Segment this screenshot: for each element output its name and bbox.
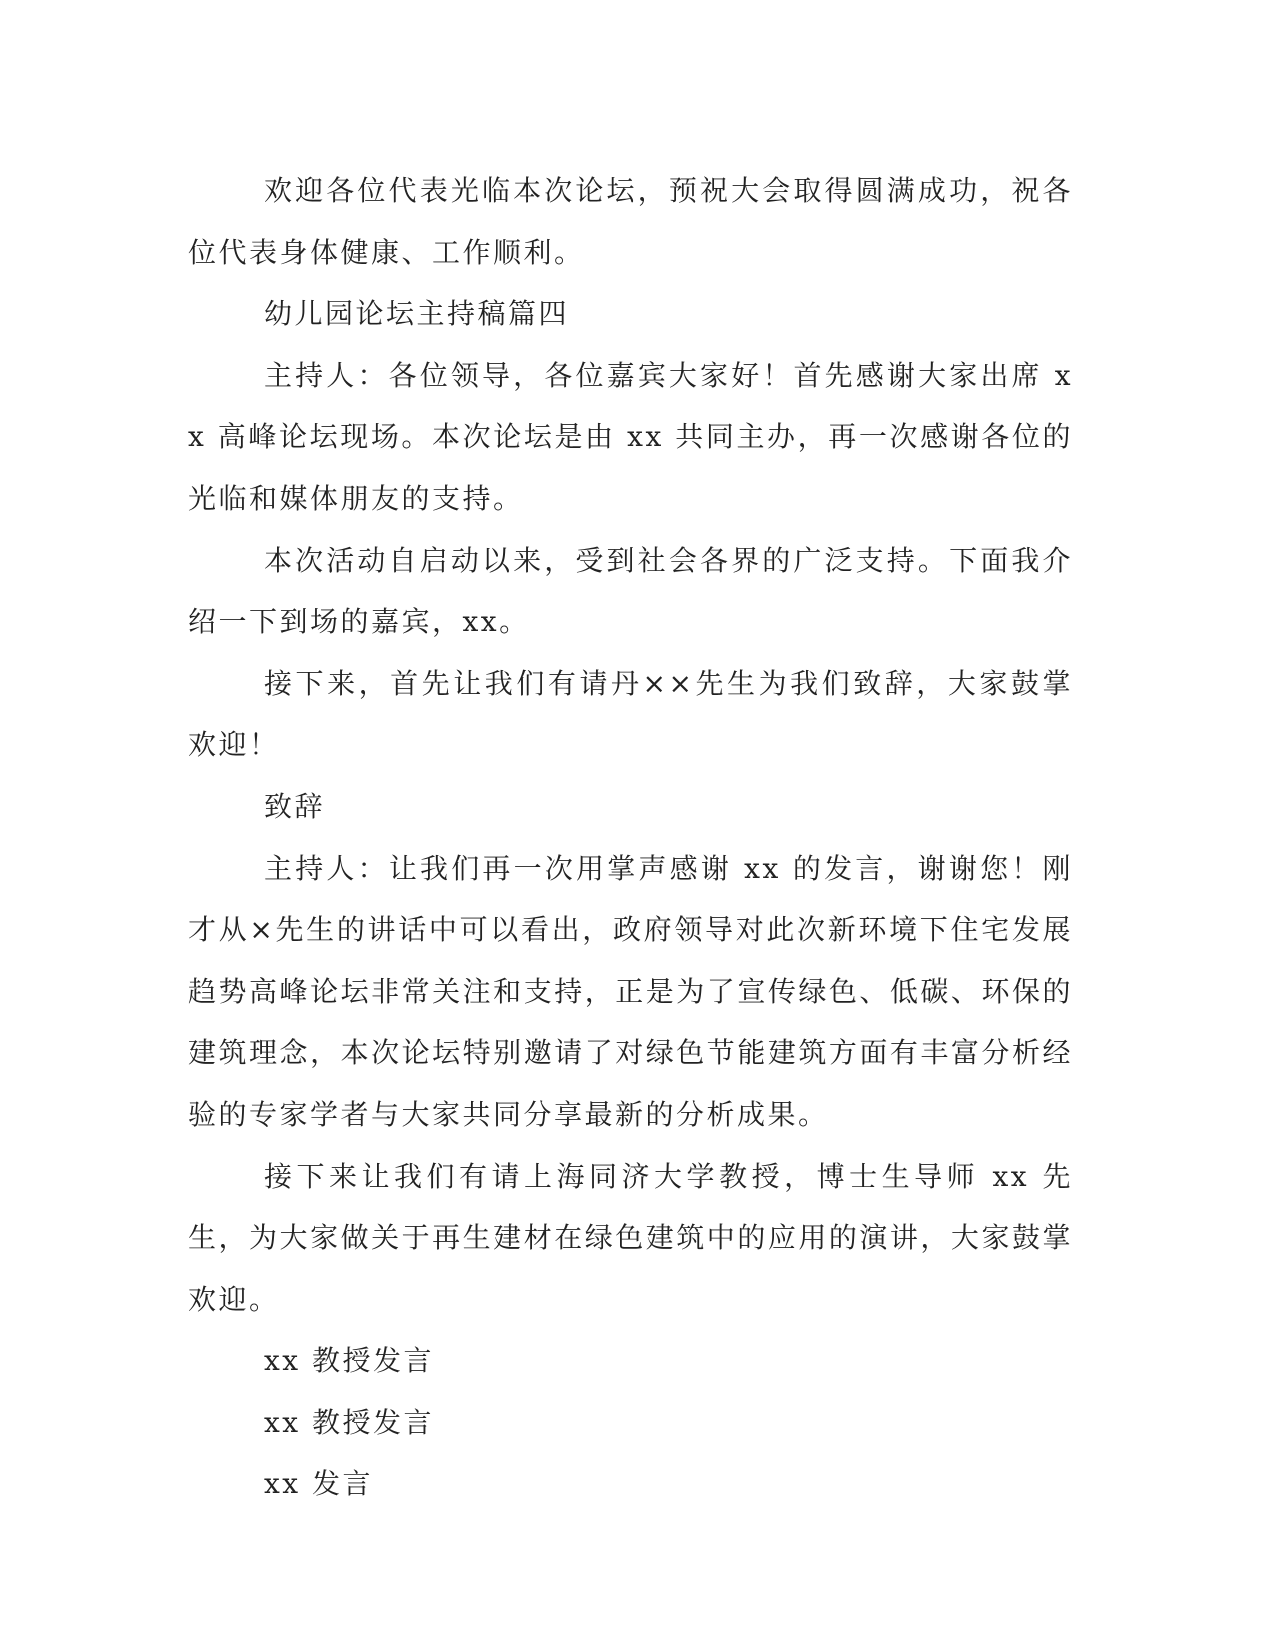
paragraph-professor-speech-2: xx 教授发言 [264, 1405, 434, 1439]
paragraph-invite-speech: 接下来，首先让我们有请丹××先生为我们致辞，大家鼓掌欢迎！ [188, 666, 1073, 762]
paragraph-professor-speech-1: xx 教授发言 [264, 1344, 434, 1378]
paragraph-host-thanks: 主持人：让我们再一次用掌声感谢 xx 的发言，谢谢您！刚才从×先生的讲话中可以看出，政府领导对此次新环境下住宅发展趋势高峰论坛非常关注和支持，正是为了宣传绿色、低碳、环保的建筑理念，本次论坛特别邀请了对绿色节能建筑方面有丰富分析经验的专家学者与大家共同分享最新的分析成果。 [188, 851, 1073, 1131]
document-body [188, 160, 1073, 1515]
paragraph-closing-welcome: 欢迎各位代表光临本次论坛，预祝大会取得圆满成功，祝各位代表身体健康、工作顺利。 [188, 174, 1073, 269]
paragraph-invite-professor: 接下来让我们有请上海同济大学教授，博士生导师 xx 先生，为大家做关于再生建材在绿色建筑中的应用的演讲，大家鼓掌欢迎。 [188, 1159, 1073, 1316]
paragraph-speech-3: xx 发言 [264, 1467, 373, 1501]
section-heading: 幼儿园论坛主持稿篇四 [264, 297, 570, 331]
paragraph-speech-label: 致辞 [264, 789, 326, 823]
paragraph-host-opening: 主持人：各位领导，各位嘉宾大家好！首先感谢大家出席 xx 高峰论坛现场。本次论坛是由 xx 共同主办，再一次感谢各位的光临和媒体朋友的支持。 [188, 358, 1073, 515]
paragraph-guest-introduction: 本次活动自启动以来，受到社会各界的广泛支持。下面我介绍一下到场的嘉宾，xx。 [188, 543, 1073, 639]
